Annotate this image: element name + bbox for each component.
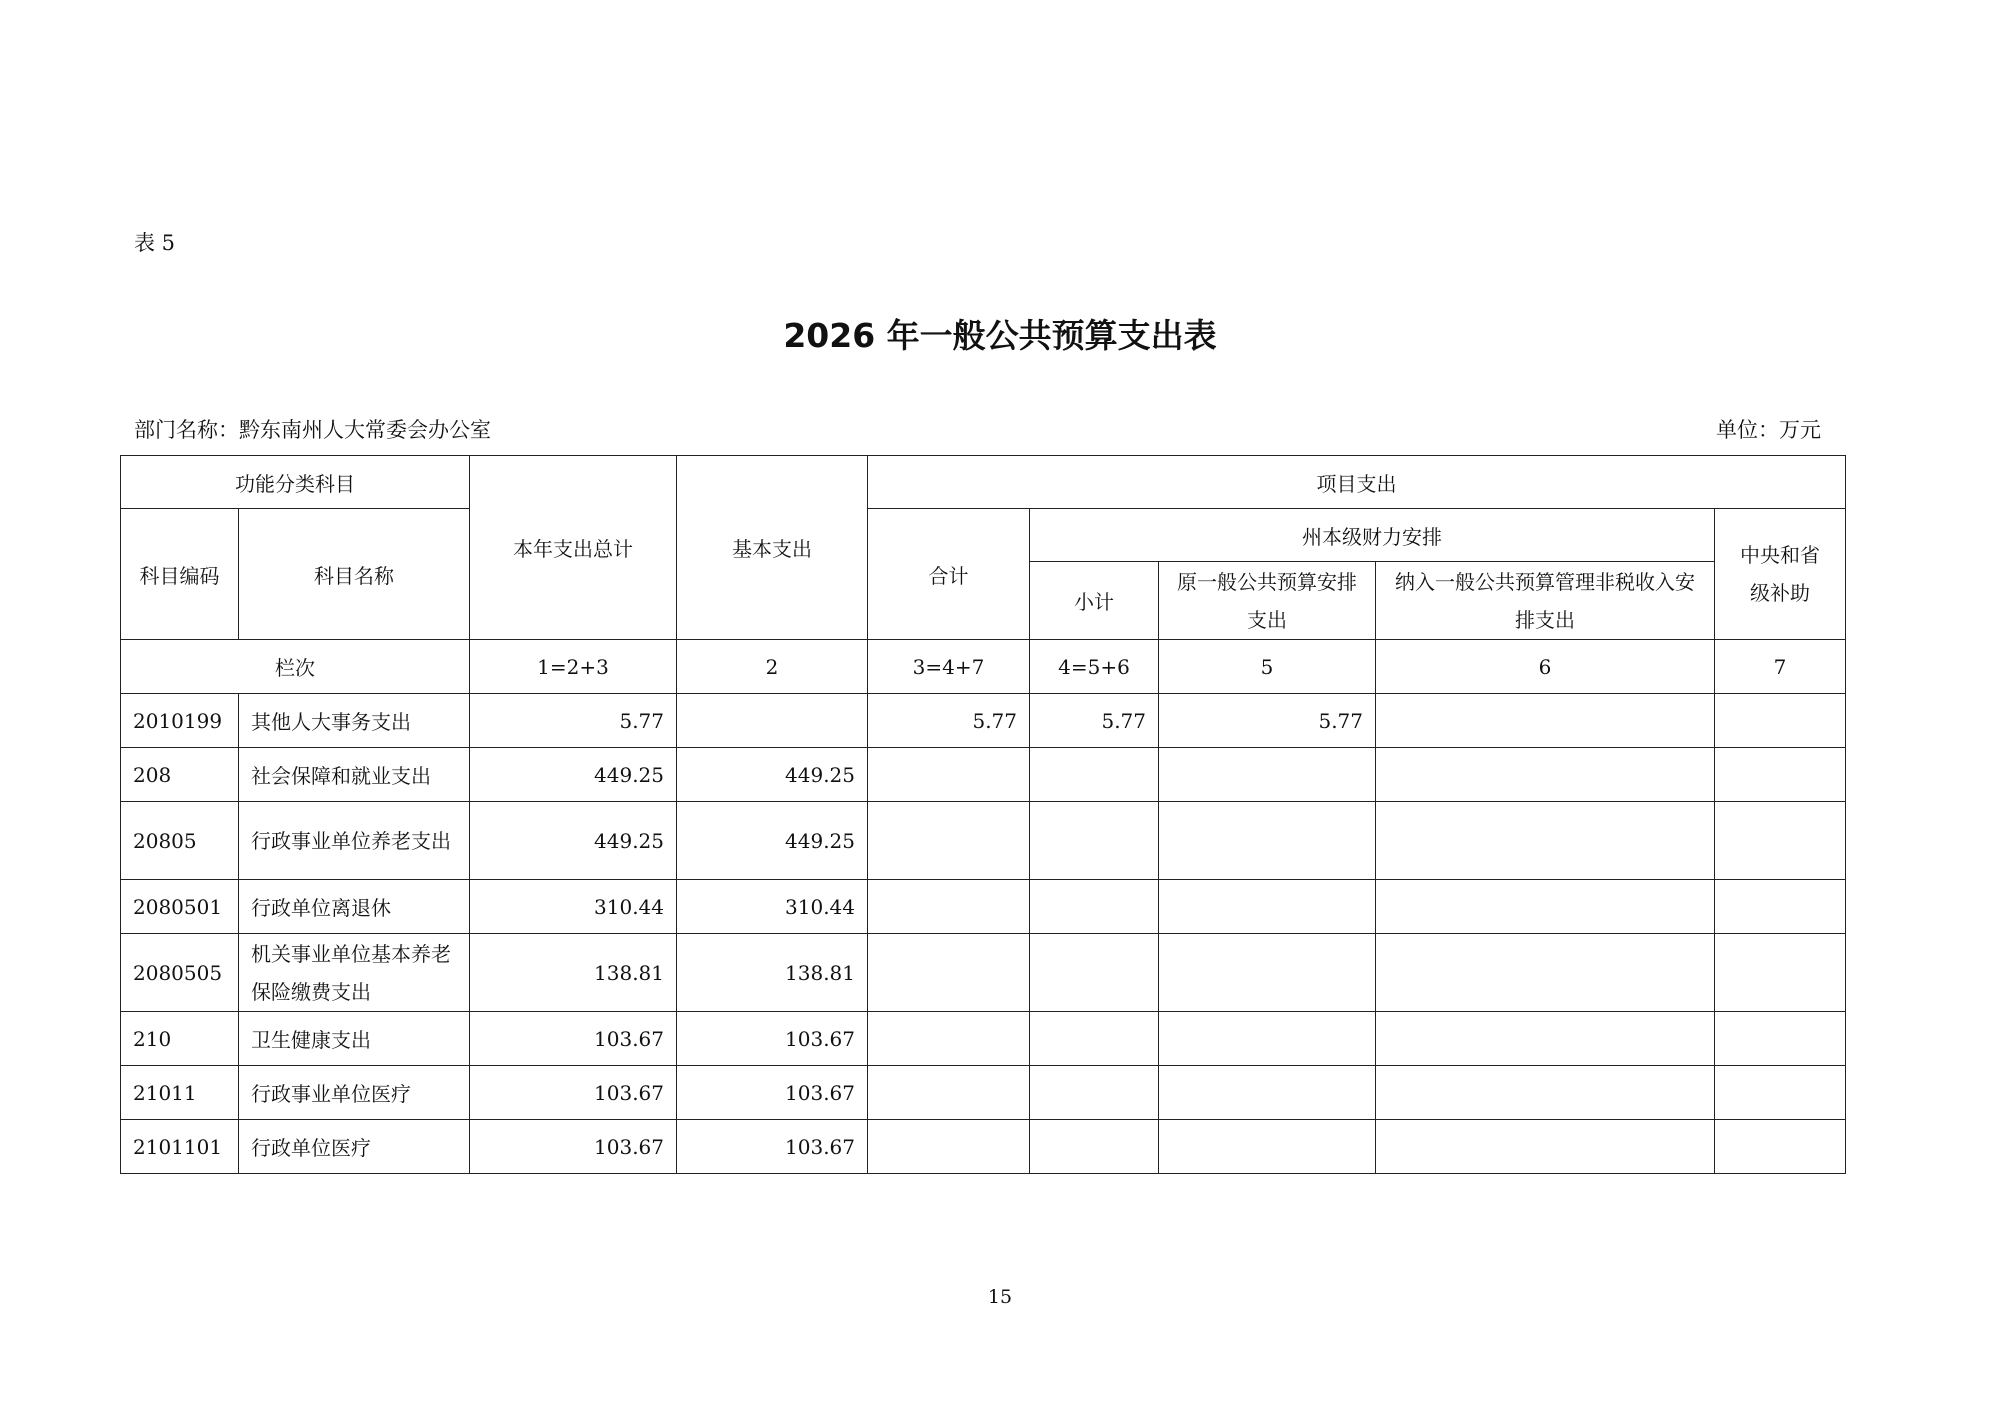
header-central-provincial: 中央和省级补助 [1715, 509, 1846, 640]
table-row [121, 1120, 1846, 1174]
header-basic: 基本支出 [677, 456, 868, 640]
header-row-2 [121, 509, 1846, 562]
table-label: 表 5 [134, 231, 176, 255]
row-subtotal [1030, 748, 1159, 802]
row-non-tax [1376, 802, 1715, 880]
page-title: 2026 年一般公共预算支出表 [783, 316, 1217, 355]
table-row [121, 934, 1846, 1012]
row-code: 2080505 [121, 934, 239, 1012]
row-total: 449.25 [470, 748, 677, 802]
row-code: 210 [121, 1012, 239, 1066]
row-non-tax [1376, 1120, 1715, 1174]
row-central-provincial [1715, 694, 1846, 748]
table-row [121, 1012, 1846, 1066]
row-central-provincial [1715, 748, 1846, 802]
row-name: 社会保障和就业支出 [239, 748, 470, 802]
row-basic: 449.25 [677, 748, 868, 802]
row-name: 机关事业单位基本养老保险缴费支出 [239, 934, 470, 1012]
row-original-budget [1159, 1066, 1376, 1120]
row-project-total [868, 1012, 1030, 1066]
column-index-subtotal: 4=5+6 [1030, 640, 1159, 694]
row-total: 5.77 [470, 694, 677, 748]
header-project-total: 合计 [868, 509, 1030, 640]
column-index-basic: 2 [677, 640, 868, 694]
column-index-label: 栏次 [121, 640, 470, 694]
row-project-total [868, 1066, 1030, 1120]
row-non-tax [1376, 1066, 1715, 1120]
page-number: 15 [987, 1286, 1013, 1308]
unit-label: 单位：万元 [1716, 418, 1821, 442]
row-name: 行政单位离退休 [239, 880, 470, 934]
row-code: 2010199 [121, 694, 239, 748]
row-project-total: 5.77 [868, 694, 1030, 748]
row-central-provincial [1715, 880, 1846, 934]
row-code: 20805 [121, 802, 239, 880]
row-non-tax [1376, 1012, 1715, 1066]
row-basic: 449.25 [677, 802, 868, 880]
row-subtotal [1030, 1120, 1159, 1174]
row-name: 行政单位医疗 [239, 1120, 470, 1174]
row-total: 449.25 [470, 802, 677, 880]
row-code: 2080501 [121, 880, 239, 934]
row-basic: 138.81 [677, 934, 868, 1012]
header-total: 本年支出总计 [470, 456, 677, 640]
row-total: 103.67 [470, 1066, 677, 1120]
row-non-tax [1376, 880, 1715, 934]
row-basic [677, 694, 868, 748]
table-row [121, 1066, 1846, 1120]
table-row [121, 748, 1846, 802]
row-central-provincial [1715, 802, 1846, 880]
row-original-budget: 5.77 [1159, 694, 1376, 748]
row-basic: 103.67 [677, 1120, 868, 1174]
row-original-budget [1159, 880, 1376, 934]
column-index-central-provincial: 7 [1715, 640, 1846, 694]
row-code: 21011 [121, 1066, 239, 1120]
row-project-total [868, 1120, 1030, 1174]
row-project-total [868, 748, 1030, 802]
row-subtotal [1030, 802, 1159, 880]
row-project-total [868, 880, 1030, 934]
header-code: 科目编码 [121, 509, 239, 640]
row-code: 2101101 [121, 1120, 239, 1174]
row-original-budget [1159, 934, 1376, 1012]
budget-expenditure-table [120, 455, 1846, 1174]
column-index-row [121, 640, 1846, 694]
row-name: 其他人大事务支出 [239, 694, 470, 748]
row-non-tax [1376, 748, 1715, 802]
row-basic: 103.67 [677, 1066, 868, 1120]
header-name: 科目名称 [239, 509, 470, 640]
row-subtotal [1030, 934, 1159, 1012]
table-row [121, 694, 1846, 748]
row-name: 行政事业单位养老支出 [239, 802, 470, 880]
row-subtotal [1030, 1066, 1159, 1120]
row-non-tax [1376, 934, 1715, 1012]
row-original-budget [1159, 802, 1376, 880]
row-total: 138.81 [470, 934, 677, 1012]
header-project: 项目支出 [868, 456, 1846, 509]
row-code: 208 [121, 748, 239, 802]
header-subtotal: 小计 [1030, 562, 1159, 640]
column-index-original-budget: 5 [1159, 640, 1376, 694]
row-project-total [868, 802, 1030, 880]
row-name: 行政事业单位医疗 [239, 1066, 470, 1120]
row-central-provincial [1715, 1120, 1846, 1174]
header-original-budget: 原一般公共预算安排支出 [1159, 562, 1376, 640]
row-subtotal: 5.77 [1030, 694, 1159, 748]
row-central-provincial [1715, 1066, 1846, 1120]
row-original-budget [1159, 1120, 1376, 1174]
row-original-budget [1159, 1012, 1376, 1066]
department-name: 部门名称：黔东南州人大常委会办公室 [134, 418, 491, 442]
row-original-budget [1159, 748, 1376, 802]
row-basic: 310.44 [677, 880, 868, 934]
row-name: 卫生健康支出 [239, 1012, 470, 1066]
column-index-total: 1=2+3 [470, 640, 677, 694]
row-central-provincial [1715, 934, 1846, 1012]
row-non-tax [1376, 694, 1715, 748]
row-total: 103.67 [470, 1120, 677, 1174]
row-subtotal [1030, 1012, 1159, 1066]
header-row-1 [121, 456, 1846, 509]
column-index-project-total: 3=4+7 [868, 640, 1030, 694]
header-state-level: 州本级财力安排 [1030, 509, 1715, 562]
table-row [121, 802, 1846, 880]
table-row [121, 880, 1846, 934]
header-functional-category: 功能分类科目 [121, 456, 470, 509]
row-central-provincial [1715, 1012, 1846, 1066]
row-basic: 103.67 [677, 1012, 868, 1066]
header-non-tax: 纳入一般公共预算管理非税收入安排支出 [1376, 562, 1715, 640]
row-project-total [868, 934, 1030, 1012]
column-index-non-tax: 6 [1376, 640, 1715, 694]
row-total: 310.44 [470, 880, 677, 934]
row-subtotal [1030, 880, 1159, 934]
row-total: 103.67 [470, 1012, 677, 1066]
